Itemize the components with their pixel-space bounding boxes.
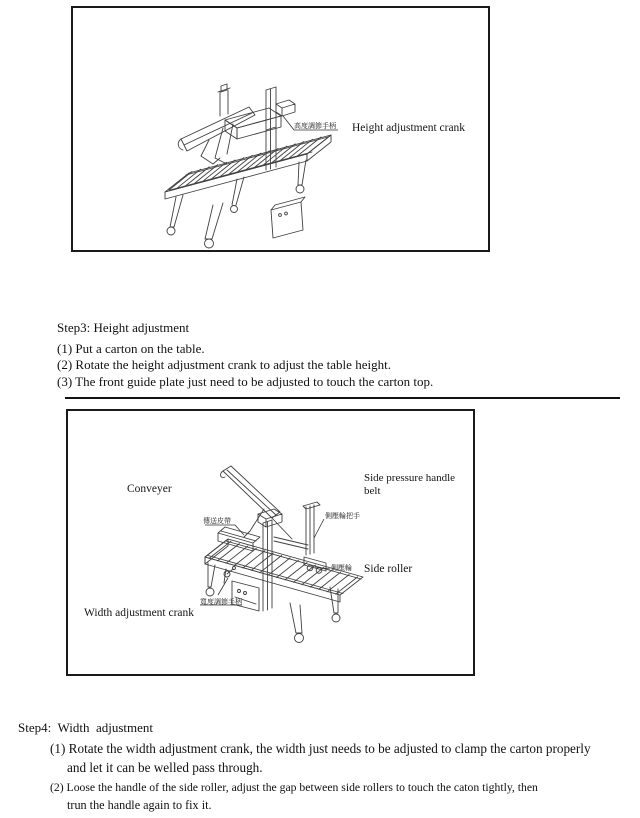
label-side-roller-handle-cn: 側壓輪把手 <box>325 512 360 520</box>
label-width-crank-cn: 寬度調節手柄 <box>200 598 242 606</box>
step3-item-3: (3) The front guide plate just need to be adjusted to touch the carton top. <box>57 373 434 389</box>
step3-section <box>57 320 433 390</box>
label-side-pressure-handle-belt: Side pressure handle belt <box>364 472 456 497</box>
side-pressure-assembly <box>274 502 326 573</box>
label-side-roller-en: Side roller <box>364 563 413 575</box>
label-conveyer: Conveyer <box>127 483 172 495</box>
label-width-crank-en: Width adjustment crank <box>84 607 195 619</box>
label-height-crank-cn: 高度調節手柄 <box>294 122 336 130</box>
figure-height-adjustment <box>71 6 490 252</box>
step3-title: Step3: Height adjustment <box>57 320 190 335</box>
machine-iso-drawing-width <box>68 411 473 674</box>
handle-arm <box>178 107 255 164</box>
label-belt-cn: 傳送皮帶 <box>203 517 231 525</box>
step4-item-1-line-2: and let it can be welled pass through. <box>67 760 263 775</box>
label-side-roller-cn: 側壓輪 <box>331 564 352 572</box>
step4-item-1-line-1: (1) Rotate the width adjustment crank, the width just needs to be adjusted to clamp the carton properly <box>50 741 591 756</box>
figure-width-adjustment <box>66 409 475 676</box>
step4-item-2-line-1: (2) Loose the handle of the side roller, adjust the gap between side rollers to touch the caton tightly, then <box>50 781 538 794</box>
side-roller-handle-leader-line <box>314 519 324 538</box>
section-divider <box>65 397 620 399</box>
conveyor-table <box>165 135 331 199</box>
conveyor-belt-unit <box>218 527 260 551</box>
step3-item-1: (1) Put a carton on the table. <box>57 340 205 356</box>
handle-arm <box>221 466 292 539</box>
belt-leader-line <box>205 525 244 535</box>
step4-item-2-line-2: trun the handle again to fix it. <box>67 798 212 812</box>
tape-head-assembly <box>218 84 295 139</box>
step3-item-2: (2) Rotate the height adjustment crank to adjust the table height. <box>57 357 391 372</box>
step4-title: Step4: Width adjustment <box>18 720 154 735</box>
label-height-crank-en: Height adjustment crank <box>352 122 466 134</box>
control-box <box>271 197 305 238</box>
